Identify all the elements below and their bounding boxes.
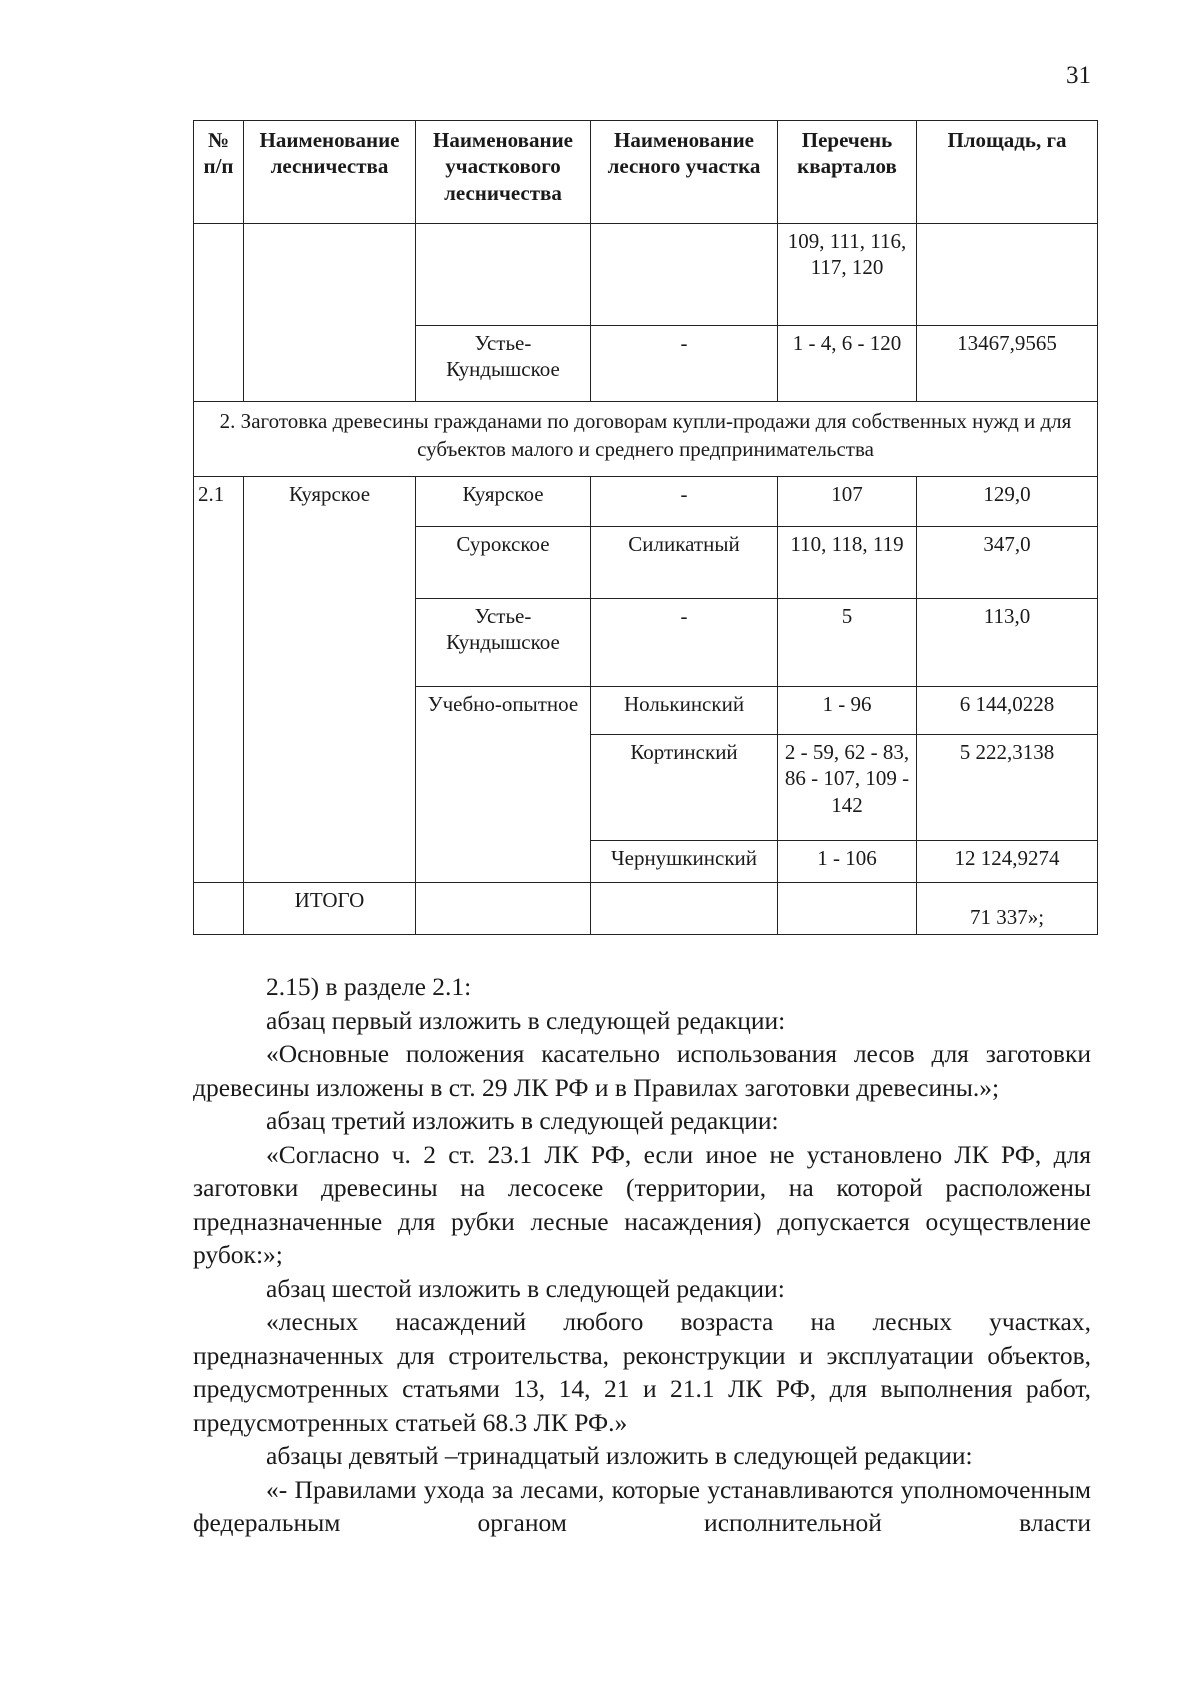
cell-empty <box>591 883 778 935</box>
amendment-text <box>193 970 1091 1540</box>
cell-area: 12 124,9274 <box>917 841 1098 883</box>
cell-empty <box>416 883 591 935</box>
cell-quarters: 2 - 59, 62 - 83, 86 - 107, 109 - 142 <box>778 735 917 841</box>
section-2-title: 2. Заготовка древесины гражданами по договорам купли-продажи для собственных нужд и для субъектов малого и среднего предпринимательства <box>194 402 1098 477</box>
section-row <box>194 402 1098 477</box>
total-area: 71 337»; <box>917 883 1098 935</box>
cell-quarters: 1 - 106 <box>778 841 917 883</box>
cell-area: 13467,9565 <box>917 326 1098 402</box>
cell-empty <box>778 883 917 935</box>
cell-area: 5 222,3138 <box>917 735 1098 841</box>
cell-uchastkovoe: Сурокское <box>416 527 591 599</box>
cell-area: 6 144,0228 <box>917 687 1098 735</box>
cell-number: 2.1 <box>194 477 244 883</box>
cell-area: 129,0 <box>917 477 1098 527</box>
cell-uchastok: Чернушкинский <box>591 841 778 883</box>
cell-uchastkovoe: Устье-Кундышское <box>416 326 591 402</box>
header-lesnichestvo: Наименование лесничества <box>244 121 416 224</box>
cell-area: 113,0 <box>917 599 1098 687</box>
header-uchastok: Наименование лесного участка <box>591 121 778 224</box>
total-row <box>194 883 1098 935</box>
paragraph: абзац первый изложить в следующей редакции: <box>266 1005 786 1035</box>
paragraph: «Основные положения касательно использования лесов для заготовки древесины изложены в ст. 29 ЛК РФ и в Правилах заготовки древесины.»; <box>193 1039 1091 1102</box>
cell-empty <box>244 224 416 402</box>
paragraph: «Согласно ч. 2 ст. 23.1 ЛК РФ, если иное не установлено ЛК РФ, для заготовки древесины на лесосеке (территории, на которой расположены предназначенные для рубки лесные насаждения) допускается осуществление рубок:»; <box>193 1139 1091 1269</box>
header-number: № п/п <box>194 121 244 224</box>
cell-uchastok: Силикатный <box>591 527 778 599</box>
cell-uchastkovoe: Учебно-опытное <box>416 687 591 883</box>
cell-empty <box>591 224 778 326</box>
paragraph: «лесных насаждений любого возраста на лесных участках, предназначенных для строительства, реконструкции и эксплуатации объектов, предусмотренных статьями 13, 14, 21 и 21.1 ЛК РФ, для выполнения работ, предусмотренных статьей 68.3 ЛК РФ.» <box>193 1307 1091 1437</box>
page-number: 31 <box>1066 62 1091 89</box>
header-uchastkovoe: Наименование участкового лесничества <box>416 121 591 224</box>
cell-empty <box>194 224 244 402</box>
paragraph: 2.15) в разделе 2.1: <box>266 972 472 1001</box>
cell-empty <box>917 224 1098 326</box>
cell-quarters: 5 <box>778 599 917 687</box>
cell-quarters: 1 - 96 <box>778 687 917 735</box>
table-header-row <box>194 121 1098 224</box>
header-area: Площадь, га <box>917 121 1098 224</box>
forest-areas-table <box>193 120 1098 935</box>
cell-uchastok: - <box>591 326 778 402</box>
cell-uchastok: Кортинский <box>591 735 778 841</box>
cell-area: 347,0 <box>917 527 1098 599</box>
paragraph: «- Правилами ухода за лесами, которые устанавливаются уполномоченным федеральным органом исполнительной власти <box>193 1474 1091 1537</box>
cell-empty <box>194 883 244 935</box>
cell-quarters: 107 <box>778 477 917 527</box>
paragraph: абзацы девятый –тринадцатый изложить в следующей редакции: <box>266 1441 973 1470</box>
table-row <box>194 224 1098 326</box>
paragraph: абзац третий изложить в следующей редакции: <box>266 1106 779 1135</box>
cell-uchastok: Нолькинский <box>591 687 778 735</box>
cell-lesnichestvo: Куярское <box>244 477 416 883</box>
cell-uchastkovoe: Устье-Кундышское <box>416 599 591 687</box>
paragraph: абзац шестой изложить в следующей редакции: <box>266 1273 785 1303</box>
cell-uchastok: - <box>591 477 778 527</box>
table-row <box>194 477 1098 527</box>
cell-empty <box>416 224 591 326</box>
cell-quarters: 1 - 4, 6 - 120 <box>778 326 917 402</box>
cell-uchastkovoe: Куярское <box>416 477 591 527</box>
cell-quarters: 109, 111, 116, 117, 120 <box>778 224 917 326</box>
cell-uchastok: - <box>591 599 778 687</box>
header-quarters: Перечень кварталов <box>778 121 917 224</box>
cell-quarters: 110, 118, 119 <box>778 527 917 599</box>
total-label: ИТОГО <box>244 883 416 935</box>
